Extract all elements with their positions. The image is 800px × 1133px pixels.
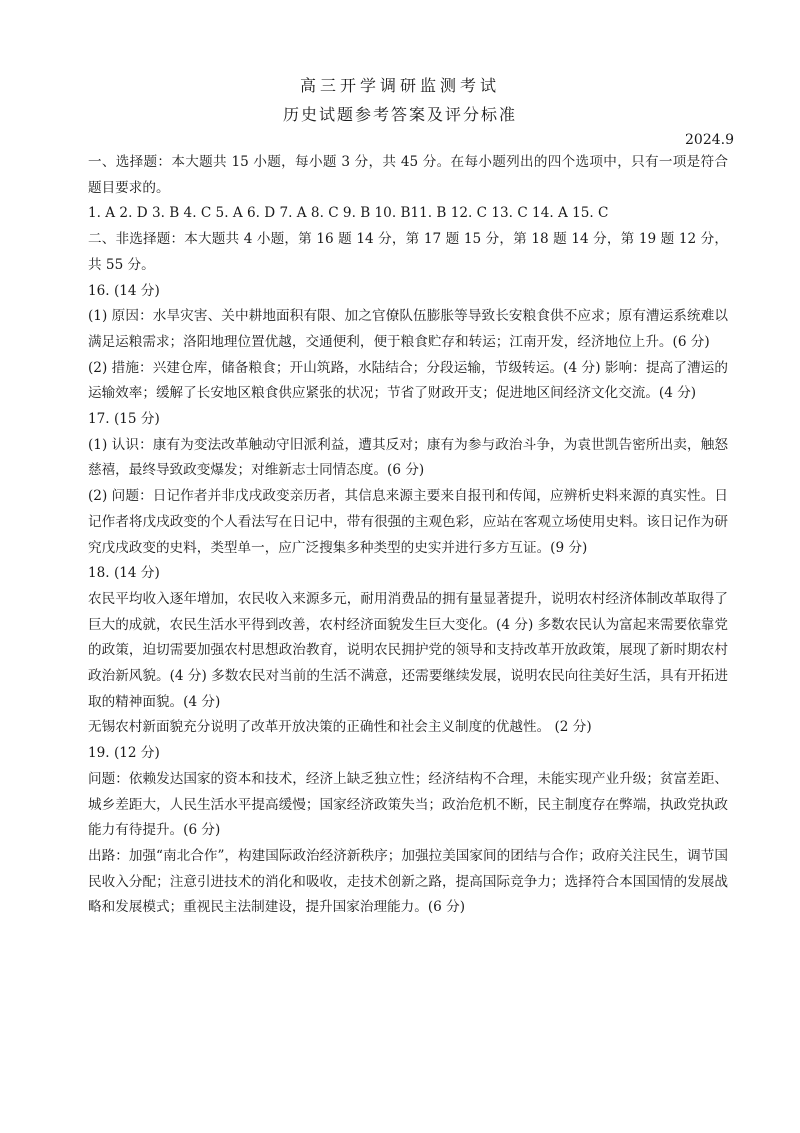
q17-answer-2: (2) 问题：日记作者并非戊戌政变亲历者，其信息来源主要来自报刊和传闻，应辨析史料来源的真实性。日记作者将戊戌政变的个人看法写在日记中，带有很强的主观色彩，应站在客观立场使用史料。该日记作为研究戊戌政变的史料，类型单一，应广泛搜集多种类型的史实并进行多方互证。(9 分) bbox=[88, 488, 728, 556]
q16-label: 16. (14 分) bbox=[88, 282, 160, 299]
q19-label: 19. (12 分) bbox=[88, 745, 160, 762]
part1-answers: 1. A 2. D 3. B 4. C 5. A 6. D 7. A 8. C 9. B 10. B11. B 12. C 13. C 14. A 15. C bbox=[88, 205, 609, 222]
q19-answer-2: 出路：加强“南北合作”，构建国际政治经济新秩序；加强拉美国家间的团结与合作；政府关注民生，调节国民收入分配；注意引进技术的消化和吸收，走技术创新之路，提高国际竞争力；选择符合本国国情的发展战略和发展模式；重视民主法制建设，提升国家治理能力。(6 分) bbox=[88, 847, 728, 916]
page-subtitle: 历史试题参考答案及评分标准 bbox=[282, 105, 517, 124]
q17-label: 17. (15 分) bbox=[88, 411, 160, 428]
q19-answer-1: 问题：依赖发达国家的资本和技术，经济上缺乏独立性；经济结构不合理，未能实现产业升级；贫富差距、城乡差距大，人民生活水平提高缓慢；国家经济政策失当；政治危机不断，民主制度存在弊端，执政党执政能力有待提升。(6 分) bbox=[88, 770, 728, 839]
part1-heading: 一、选择题：本大题共 15 小题，每小题 3 分，共 45 分。在每小题列出的四个选项中，只有一项是符合题目要求的。 bbox=[88, 154, 728, 196]
part2-heading: 二、非选择题：本大题共 4 小题，第 16 题 14 分，第 17 题 15 分，第 18 题 14 分，第 19 题 12 分，共 55 分。 bbox=[88, 231, 728, 273]
q18-answer-1: 农民平均收入逐年增加，农民收入来源多元，耐用消费品的拥有量显著提升，说明农村经济体制改革取得了巨大的成就，农民生活水平得到改善，农村经济面貌发生巨大变化。(4 分) 多数农民认为富起来需要依靠党的政策，迫切需要加强农村思想政治教育，说明农民拥护党的领导和支持改革开放政策，展现了新时期农村政治新风貌。(4 分) 多数农民对当前的生活不满意，还需要继续发展，说明农民向往美好生活，具有开拓进取的精神面貌。(4 分) bbox=[88, 590, 728, 710]
page-title: 高三开学调研监测考试 bbox=[299, 76, 500, 95]
q17-answer-1: (1) 认识：康有为变法改革触动守旧派利益，遭其反对；康有为参与政治斗争，为袁世凯告密所出卖，触怒慈禧，最终导致政变爆发；对维新志士同情态度。(6 分) bbox=[88, 436, 728, 479]
q18-label: 18. (14 分) bbox=[88, 565, 160, 582]
q18-answer-2: 无锡农村新面貌充分说明了改革开放决策的正确性和社会主义制度的优越性。 (2 分) bbox=[88, 719, 592, 736]
q16-answer-1: (1) 原因：水旱灾害、关中耕地面积有限、加之官僚队伍膨胀等导致长安粮食供不应求；原有漕运系统难以满足运粮需求；洛阳地理位置优越，交通便利，便于粮食贮存和转运；江南开发，经济地位上升。(6 分) bbox=[88, 308, 728, 350]
answer-body bbox=[88, 150, 728, 921]
exam-date: 2024.9 bbox=[685, 132, 734, 148]
q16-answer-2: (2) 措施：兴建仓库，储备粮食；开山筑路，水陆结合；分段运输，节级转运。(4 分) 影响：提高了漕运的运输效率；缓解了长安地区粮食供应紧张的状况；节省了财政开支；促进地区间经济文化交流。(4 分) bbox=[88, 359, 728, 402]
